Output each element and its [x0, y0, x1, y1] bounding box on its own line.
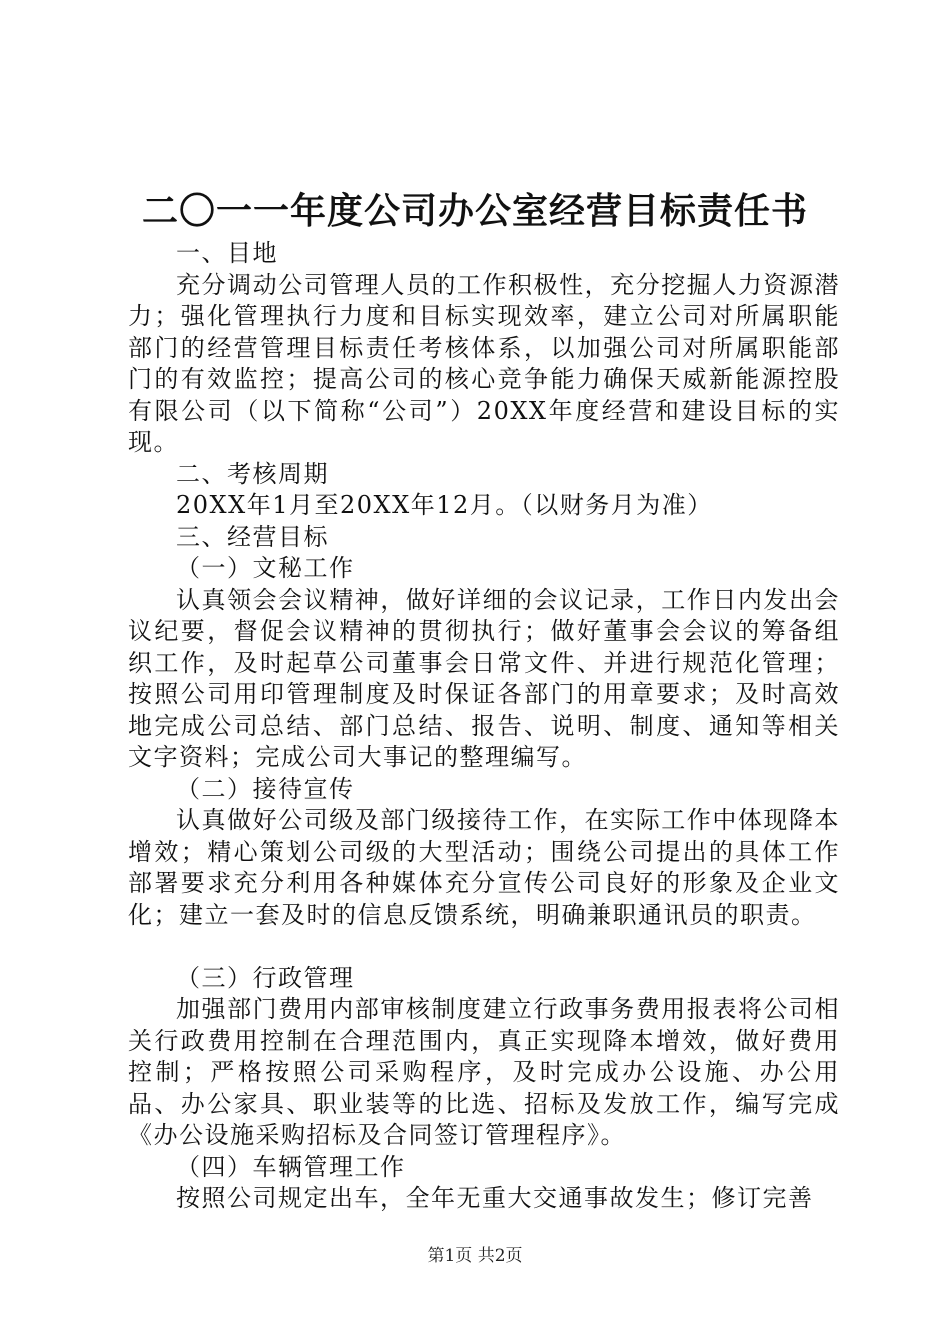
subsection-body-administration: 加强部门费用内部审核制度建立行政事务费用报表将公司相关行政费用控制在合理范围内，真正实现降本增效，做好费用控制；严格按照公司采购程序，及时完成办公设施、办公用品、办公家具、职业装等的比选、招标及发放工作，编写完成《办公设施采购招标及合同签订管理程序》。	[128, 995, 840, 1149]
subsection-body-reception: 认真做好公司级及部门级接待工作，在实际工作中体现降本增效；精心策划公司级的大型活动；围绕公司提出的具体工作部署要求充分利用各种媒体充分宣传公司良好的形象及企业文化；建立一套及时的信息反馈系统，明确兼职通讯员的职责。	[128, 806, 840, 929]
subsection-heading-vehicles: （四）车辆管理工作	[176, 1152, 406, 1181]
document-title: 二〇一一年度公司办公室经营目标责任书	[141, 190, 808, 232]
section-heading-purpose: 一、目地	[176, 239, 278, 267]
subsection-heading-reception: （二）接待宣传	[176, 774, 355, 803]
paragraph-spacer	[128, 931, 840, 963]
section-heading-targets: 三、经营目标	[176, 522, 329, 551]
subsection-heading-administration: （三）行政管理	[176, 963, 355, 992]
section-body-purpose: 充分调动公司管理人员的工作积极性，充分挖掘人力资源潜力；强化管理执行力度和目标实现效率，建立公司对所属职能部门的经营管理目标责任考核体系，以加强公司对所属职能部门的有效监控；提高公司的核心竞争能力确保天威新能源控股有限公司（以下简称“公司”）20XX年度经营和建设目标的实现。	[128, 270, 840, 456]
section-heading-period: 二、考核周期	[176, 459, 329, 488]
subsection-heading-secretarial: （一）文秘工作	[176, 554, 355, 582]
subsection-body-vehicles: 按照公司规定出车，全年无重大交通事故发生；修订完善	[176, 1184, 814, 1212]
document-body	[128, 238, 840, 1215]
subsection-body-secretarial: 认真领会会议精神，做好详细的会议记录，工作日内发出会议纪要，督促会议精神的贯彻执行；做好董事会会议的筹备组织工作，及时起草公司董事会日常文件、并进行规范化管理；按照公司用印管理制度及时保证各部门的用章要求；及时高效地完成公司总结、部门总结、报告、说明、制度、通知等相关文字资料；完成公司大事记的整理编写。	[128, 585, 840, 771]
section-body-period: 20XX年1月至20XX年12月。（以财务月为准）	[176, 491, 713, 519]
page-footer: 第1页 共2页	[427, 1246, 523, 1266]
